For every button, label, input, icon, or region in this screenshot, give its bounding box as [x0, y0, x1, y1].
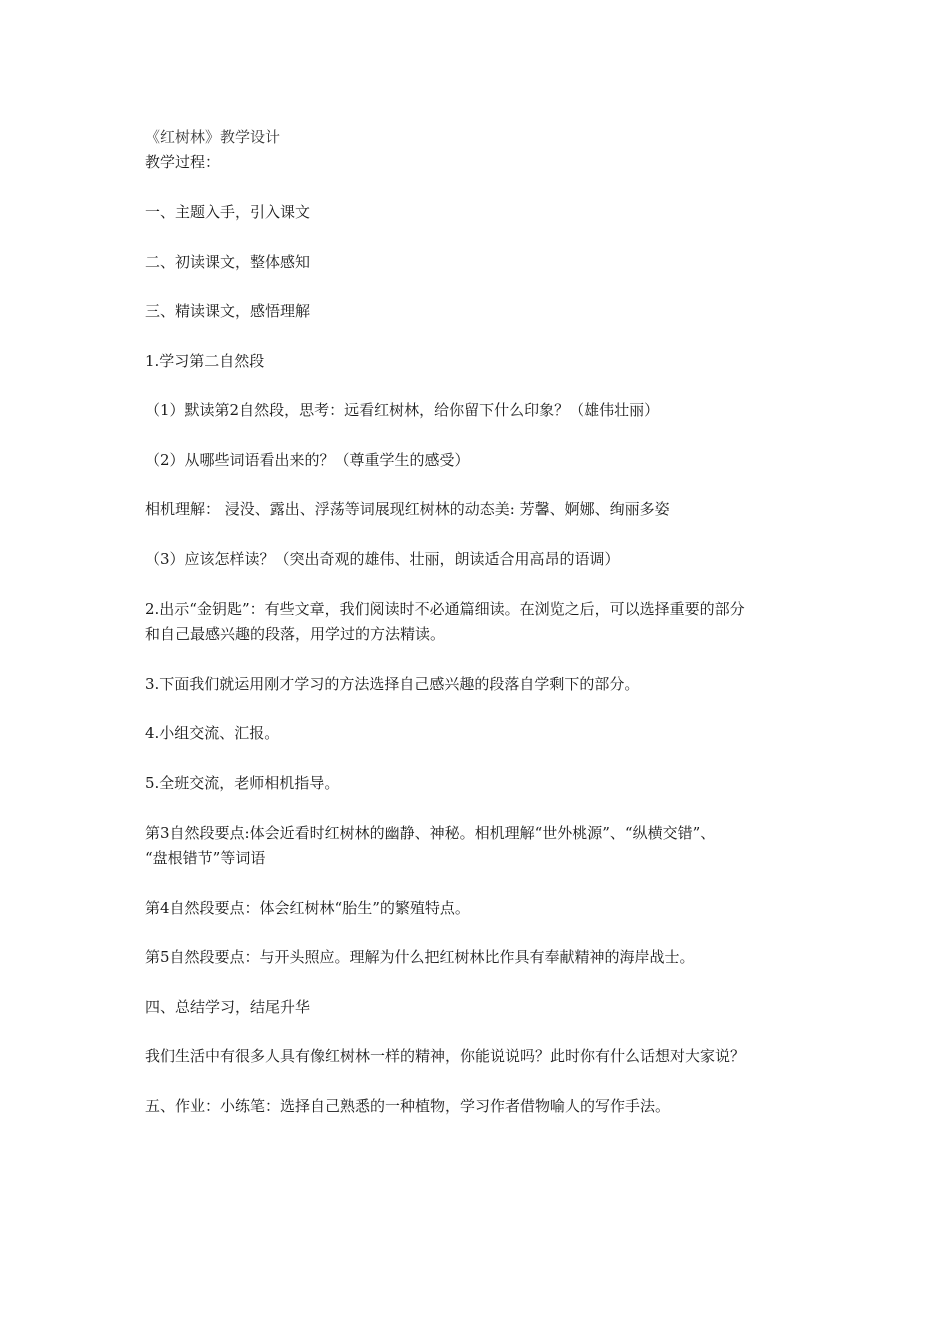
document-title: 《红树林》教学设计 [145, 128, 281, 146]
step-5: 5.全班交流，老师相机指导。 [145, 774, 340, 792]
understanding-note: 相机理解： 浸没、露出、浮荡等词展现红树林的动态美: 芳馨、婀娜、绚丽多姿 [145, 500, 670, 518]
section-heading-4: 四、总结学习，结尾升华 [145, 998, 311, 1016]
question-1: （1）默读第2自然段，思考：远看红树林，给你留下什么印象？（雄伟壮丽） [145, 401, 660, 419]
summary-text: 我们生活中有很多人具有像红树林一样的精神，你能说说吗？此时你有什么话想对大家说？ [145, 1047, 746, 1065]
paragraph-4-point: 第4自然段要点：体会红树林“胎生”的繁殖特点。 [145, 899, 470, 917]
paragraph-3-point-line-1: 第3自然段要点:体会近看时红树林的幽静、神秘。相机理解“世外桃源”、“纵横交错”、 [145, 824, 716, 842]
section-heading-1: 一、主题入手，引入课文 [145, 203, 311, 221]
paragraph-3-point-line-2: “盘根错节”等词语 [145, 849, 266, 867]
step-3: 3.下面我们就运用刚才学习的方法选择自己感兴趣的段落自学剩下的部分。 [145, 675, 640, 693]
section-heading-2: 二、初读课文，整体感知 [145, 253, 311, 271]
step-4: 4.小组交流、汇报。 [145, 724, 280, 742]
section-heading-5: 五、作业：小练笔：选择自己熟悉的一种植物，学习作者借物喻人的写作手法。 [145, 1097, 671, 1115]
step-1: 1.学习第二自然段 [145, 352, 265, 370]
section-heading-3: 三、精读课文，感悟理解 [145, 302, 311, 320]
step-2-line-1: 2.出示“金钥匙”：有些文章，我们阅读时不必通篇细读。在浏览之后，可以选择重要的部分 [145, 600, 745, 618]
paragraph-5-point: 第5自然段要点：与开头照应。理解为什么把红树林比作具有奉献精神的海岸战士。 [145, 948, 695, 966]
step-2-line-2: 和自己最感兴趣的段落，用学过的方法精读。 [145, 625, 446, 643]
process-label: 教学过程： [145, 153, 221, 171]
question-2: （2）从哪些词语看出来的？（尊重学生的感受） [145, 451, 470, 469]
question-3: （3）应该怎样读？（突出奇观的雄伟、壮丽，朗读适合用高昂的语调） [145, 550, 620, 568]
